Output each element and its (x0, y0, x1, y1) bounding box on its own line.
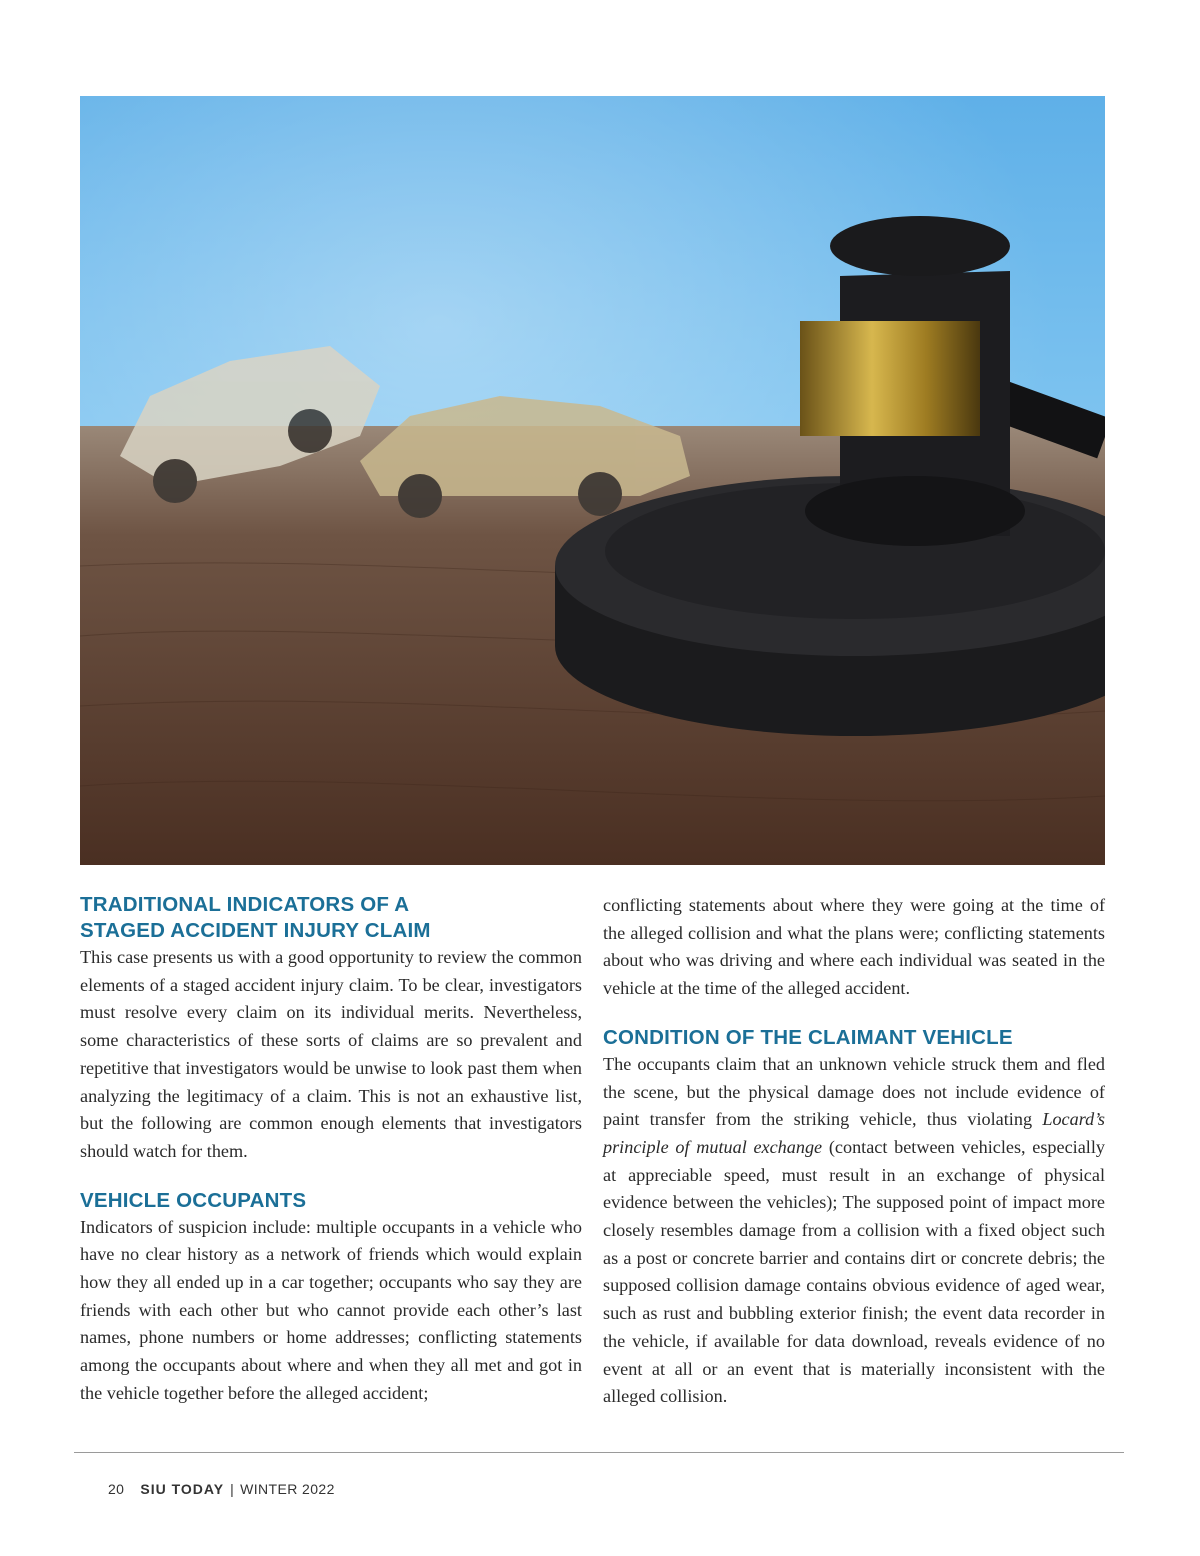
heading-line-1: TRADITIONAL INDICATORS OF A (80, 893, 410, 916)
hero-photo (80, 96, 1105, 865)
left-column (80, 892, 582, 1408)
paragraph-text: (contact between vehicles, especially at appreciable speed, must result in an exchange of physical evidence between the vehicles); The supposed point of impact more closely resembles damage from a collision with a fixed object such as a post or concrete barrier and contains dirt or concrete debris; the supposed collision damage contains obvious evidence of aged wear, such as rust and bubbling exterior finish; the event data recorder in the vehicle, if available for data download, reveals evidence of no event at all or an event that is materially inconsistent with the alleged collision. (603, 1136, 1105, 1407)
occupants-paragraph: Indicators of suspicion include: multiple occupants in a vehicle who have no clear history as a network of friends which would explain how they all ended up in a car together; occupants who say they are friends with each other but who cannot provide each other’s last names, phone numbers or home addresses; conflicting statements among the occupants about where and when they all met and got in the vehicle together before the alleged accident; (80, 1216, 582, 1403)
claimant-vehicle-paragraph (603, 1051, 1105, 1411)
page-number: 20 (108, 1481, 125, 1497)
continued-paragraph: conflicting statements about where they were going at the time of the alleged collision and what the plans were; conflicting statements about who was driving and where each individual was seated in the vehicle at the time of the alleged accident. (603, 895, 1105, 999)
locard-principle-term: Locard’s principle of mutual exchange (603, 1109, 1105, 1157)
right-column (603, 892, 1105, 1411)
footer-separator: | (230, 1481, 235, 1497)
paragraph-text: The occupants claim that an unknown vehicle struck them and fled the scene, but the physical damage does not include evidence of paint transfer from the striking vehicle, thus violating (603, 1053, 1105, 1130)
section-heading-traditional-indicators (80, 892, 582, 944)
heading-line-2: STAGED ACCIDENT INJURY CLAIM (80, 919, 431, 942)
footer-divider (74, 1452, 1124, 1453)
section-heading-vehicle-occupants: VEHICLE OCCUPANTS (80, 1188, 307, 1212)
intro-paragraph: This case presents us with a good opportunity to review the common elements of a staged accident injury claim. To be clear, investigators must resolve every claim on its individual merits. Nevertheless, some characteristics of these sorts of claims are so prevalent and repetitive that investigators would be unwise to look past them when analyzing the legitimacy of a claim. This is not an exhaustive list, but the following are common enough elements that investigators should watch for them. (80, 947, 582, 1161)
gavel-and-cars-illustration (80, 96, 1105, 865)
page-footer (108, 1481, 335, 1497)
magazine-name: SIU TODAY (140, 1481, 225, 1497)
issue-label: WINTER 2022 (240, 1481, 335, 1497)
section-heading-claimant-vehicle: CONDITION OF THE CLAIMANT VEHICLE (603, 1025, 1013, 1049)
